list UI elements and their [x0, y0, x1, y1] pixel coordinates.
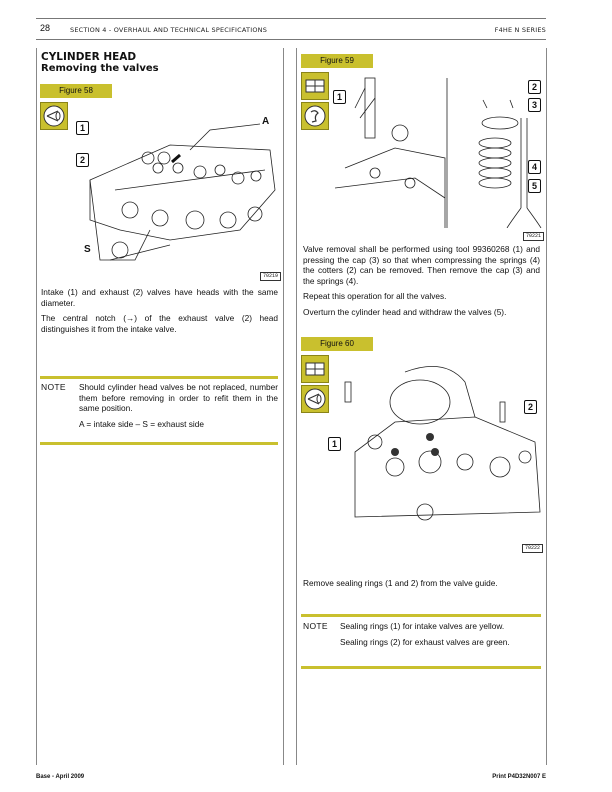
figure-60-illustration	[335, 362, 545, 522]
note-bottom-bar	[301, 666, 541, 669]
right-body-text-59	[303, 244, 540, 322]
figure-59-code: 70221	[523, 232, 544, 241]
header-bottom-rule	[36, 39, 546, 40]
figure-59-label: Figure 59	[301, 54, 373, 68]
left-column-border	[36, 48, 37, 765]
callout-1: 1	[76, 121, 89, 135]
note-line: A = intake side – S = exhaust side	[79, 418, 204, 429]
paragraph: Remove sealing rings (1 and 2) from the valve guide.	[303, 578, 498, 588]
section-title: SECTION 4 - OVERHAUL AND TECHNICAL SPECIFICATIONS	[70, 26, 268, 34]
footer-edition: Base - April 2009	[36, 774, 85, 780]
section-heading: CYLINDER HEAD	[41, 51, 137, 63]
callout-3: 3	[528, 98, 541, 112]
left-body-text	[41, 287, 278, 339]
callout-5: 5	[528, 179, 541, 193]
page-number: 28	[40, 23, 51, 33]
paragraph: The central notch (→) of the exhaust valve (2) head distinguishes it from the intake valve.	[41, 313, 278, 334]
center-divider-left	[283, 48, 284, 765]
view-inspect-icon	[304, 388, 326, 410]
paragraph: Valve removal shall be performed using tool 99360268 (1) and pressing the cap (3) so that when compressing the springs (4) the cotters (2) can be removed. Then remove the cap (3) and the springs (4).	[303, 244, 540, 286]
footer-print-code: Print P4D32N007 E	[492, 774, 546, 780]
callout-1: 1	[328, 437, 341, 451]
note-text	[79, 382, 278, 434]
figure-59-illustration	[335, 68, 545, 228]
figure-58-code: 70219	[260, 272, 281, 281]
disassembly-icon	[305, 362, 325, 376]
callout-1: 1	[333, 90, 346, 104]
figure-60-label: Figure 60	[301, 337, 373, 351]
figure-58-illustration	[60, 110, 282, 270]
disassembly-icon-box	[301, 72, 329, 100]
note-line: Sealing rings (2) for exhaust valves are green.	[340, 636, 510, 647]
note-label: NOTE	[41, 382, 66, 392]
disassembly-icon	[305, 79, 325, 93]
note-text	[340, 621, 540, 652]
note-label: NOTE	[303, 621, 328, 631]
right-column-border	[546, 48, 547, 765]
figure-60-code: 70222	[522, 544, 543, 553]
paragraph: Repeat this operation for all the valves.	[303, 291, 447, 301]
figure-58-label: Figure 58	[40, 84, 112, 98]
disassembly-icon-box	[301, 355, 329, 383]
center-divider-right	[296, 48, 297, 765]
callout-4: 4	[528, 160, 541, 174]
label-s-exhaust: S	[84, 244, 91, 255]
callout-2: 2	[524, 400, 537, 414]
tool-icon	[304, 105, 326, 127]
note-line: Should cylinder head valves be not replaced, number them before removing in order to refit them in the same position.	[79, 382, 278, 413]
header-top-rule	[36, 18, 546, 19]
note-bottom-bar	[40, 442, 278, 445]
right-body-text-60	[303, 578, 540, 594]
label-a-intake: A	[262, 116, 270, 127]
series-label: F4HE N SERIES	[494, 26, 546, 34]
note-top-bar	[40, 376, 278, 379]
paragraph: Overturn the cylinder head and withdraw the valves (5).	[303, 306, 507, 317]
section-subheading: Removing the valves	[41, 63, 159, 74]
tool-icon-box	[301, 102, 329, 130]
note-line: Sealing rings (1) for intake valves are yellow.	[340, 621, 505, 631]
note-top-bar	[301, 614, 541, 617]
callout-2: 2	[528, 80, 541, 94]
callout-2: 2	[76, 153, 89, 167]
paragraph: Intake (1) and exhaust (2) valves have heads with the same diameter.	[41, 287, 278, 308]
view-inspect-icon-box	[301, 385, 329, 413]
